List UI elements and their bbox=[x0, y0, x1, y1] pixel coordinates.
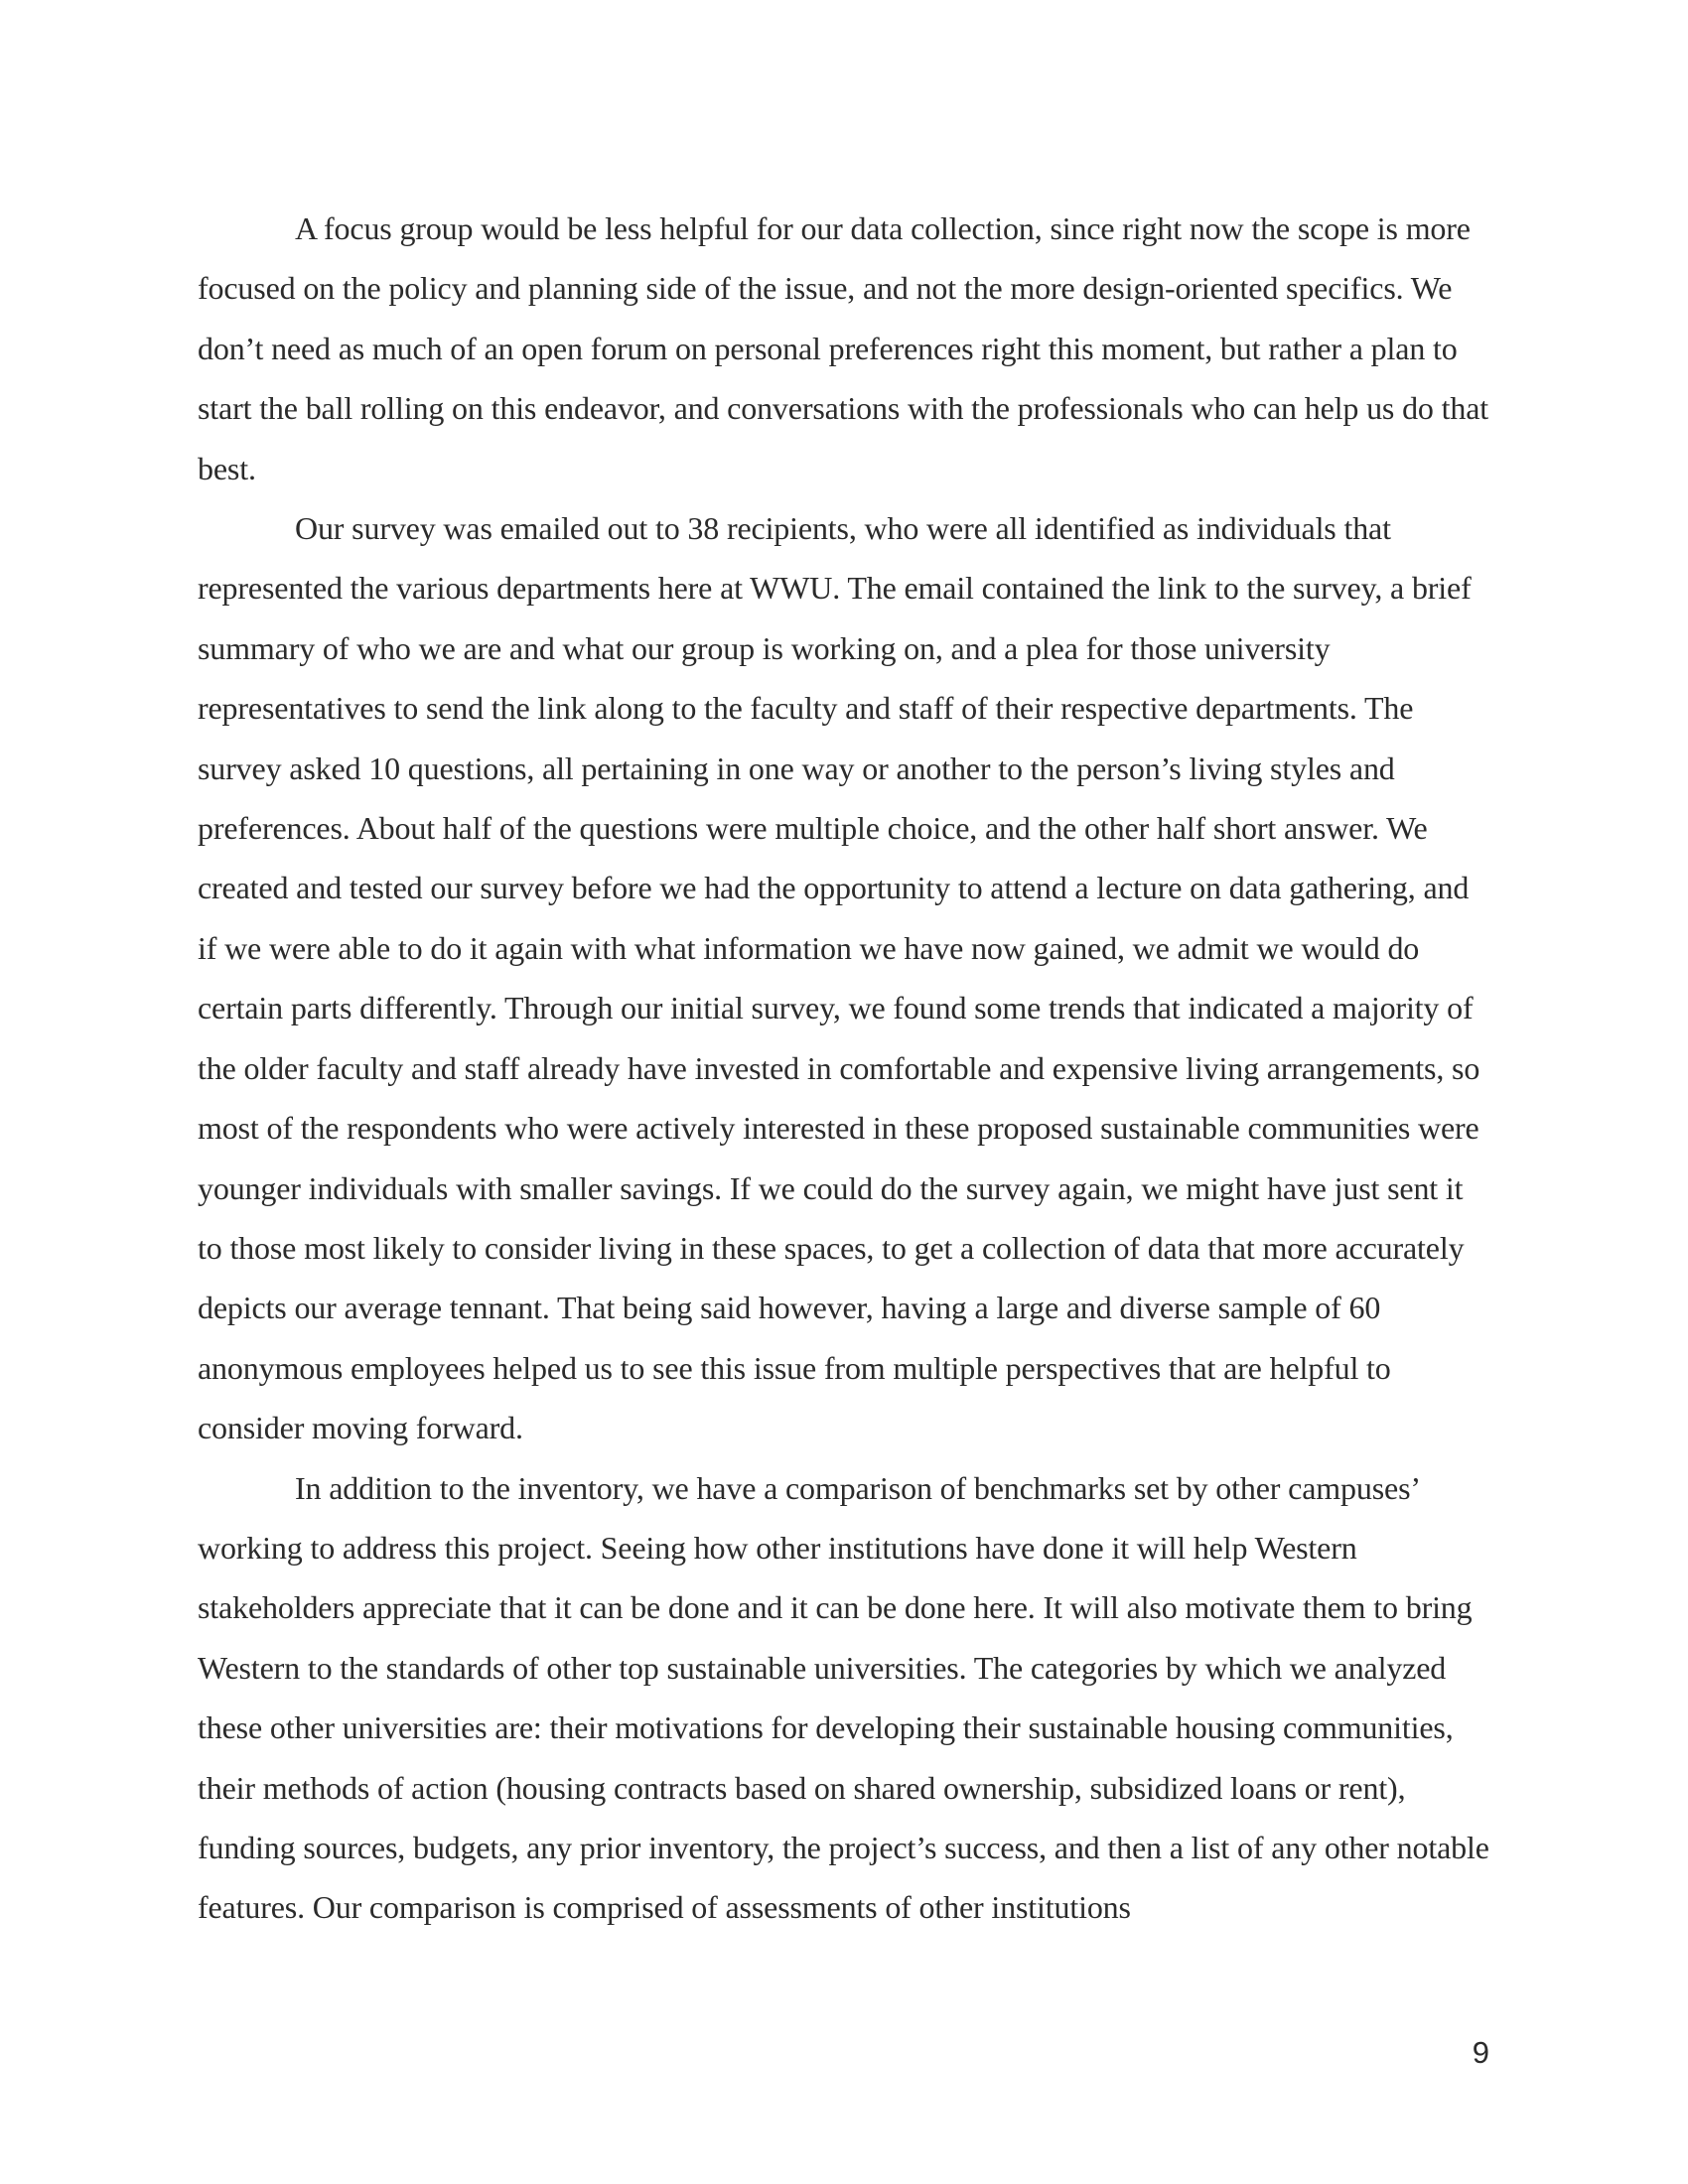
page-number: 9 bbox=[1472, 2035, 1489, 2070]
paragraph-focus-group: A focus group would be less helpful for our data collection, since right now the scope is more focused on the policy and planning side of the issue, and not the more design-oriented specifics. We don’t need as much of an open forum on personal preferences right this moment, but rather a plan to start the ball rolling on this endeavor, and conversations with the professionals who can help us do that best. bbox=[198, 210, 1489, 486]
paragraph-survey: Our survey was emailed out to 38 recipients, who were all identified as individuals that represented the various departments here at WWU. The email contained the link to the survey, a brief summary of who we are and what our group is working on, and a plea for those university representatives to send the link along to the faculty and staff of their respective departments. The survey asked 10 questions, all pertaining in one way or another to the person’s living styles and preferences. About half of the questions were multiple choice, and the other half short answer. We created and tested our survey before we had the opportunity to attend a lecture on data gathering, and if we were able to do it again with what information we have now gained, we admit we would do certain parts differently. Through our initial survey, we found some trends that indicated a majority of the older faculty and staff already have invested in comfortable and expensive living arrangements, so most of the respondents who were actively interested in these proposed sustainable communities were younger individuals with smaller savings. If we could do the survey again, we might have just sent it to those most likely to consider living in these spaces, to get a collection of data that more accurately depicts our average tennant. That being said however, having a large and diverse sample of 60 anonymous employees helped us to see this issue from multiple perspectives that are helpful to consider moving forward. bbox=[198, 510, 1480, 1446]
paragraph-benchmarks: In addition to the inventory, we have a comparison of benchmarks set by other campuses’ working to address this project. Seeing how other institutions have done it will help Western stakeholders appreciate that it can be done and it can be done here. It will also motivate them to bring Western to the standards of other top sustainable universities. The categories by which we analyzed these other universities are: their motivations for developing their sustainable housing communities, their methods of action (housing contracts based on shared ownership, subsidized loans or rent), funding sources, budgets, any prior inventory, the project’s success, and then a list of any other notable features. Our comparison is comprised of assessments of other institutions bbox=[198, 1469, 1489, 1926]
body-text bbox=[198, 199, 1490, 1938]
